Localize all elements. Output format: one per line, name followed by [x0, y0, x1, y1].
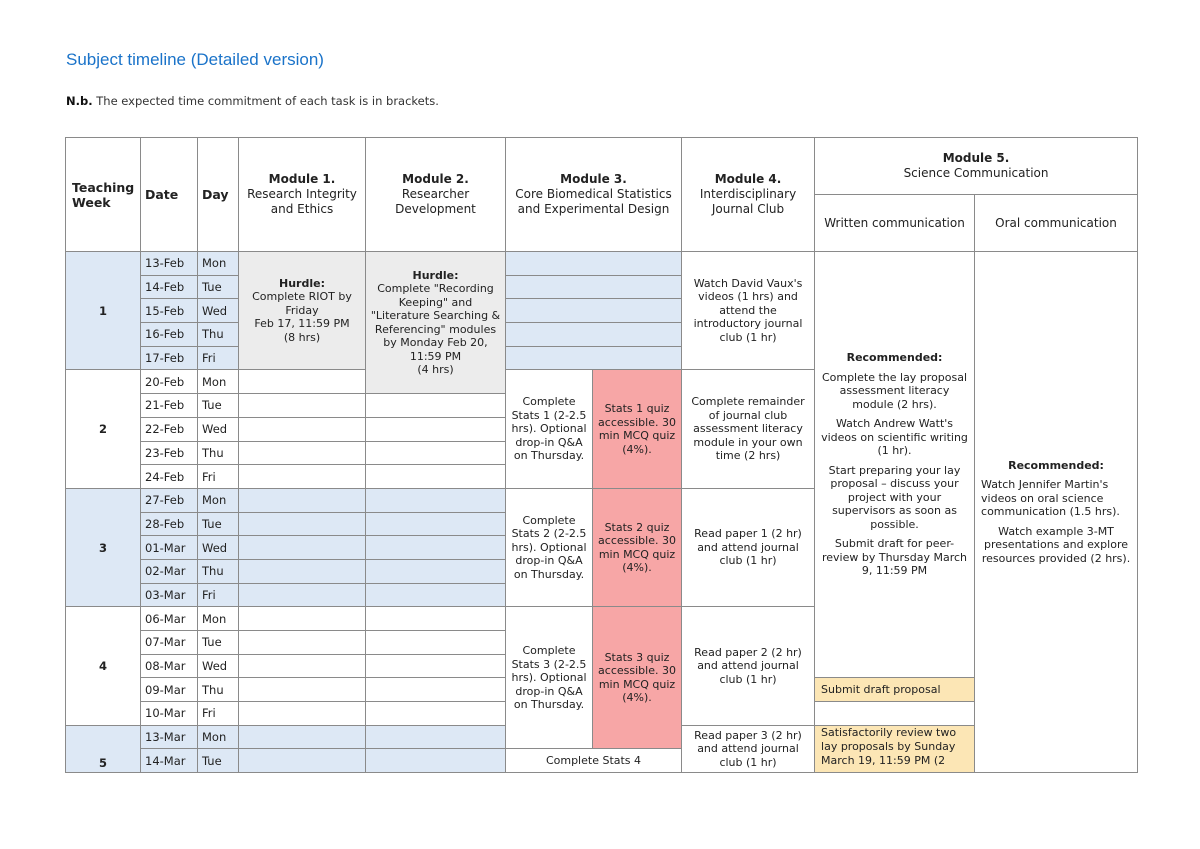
- module5-written-recommended: [815, 252, 975, 678]
- module4-week2: Complete remainder of journal club assessment literacy module in your own time (2 hrs): [682, 370, 815, 488]
- written-recommended-label: Recommended:: [846, 351, 943, 365]
- date-cell: 09-Mar: [141, 678, 198, 702]
- timeline-table: [65, 137, 1138, 773]
- date-cell: 10-Mar: [141, 702, 198, 726]
- module2-cell: [366, 512, 506, 536]
- module3-stats2: Complete Stats 2 (2-2.5 hrs). Optional drop-in Q&A on Thursday.: [506, 488, 593, 606]
- day-cell: Wed: [198, 654, 239, 678]
- module5-oral-header: Oral communication: [975, 195, 1138, 252]
- date-cell: 01-Mar: [141, 536, 198, 560]
- module3-cell: [506, 275, 682, 299]
- day-cell: Tue: [198, 512, 239, 536]
- module1-cell: [239, 559, 366, 583]
- date-cell: 16-Feb: [141, 323, 198, 347]
- module2-cell: [366, 394, 506, 418]
- module2-title: Module 2.: [402, 172, 469, 186]
- module1-cell: [239, 678, 366, 702]
- module5-written-header: Written communication: [815, 195, 975, 252]
- week-cell: 3: [66, 488, 141, 606]
- module3-quiz3: Stats 3 quiz accessible. 30 min MCQ quiz (4%).: [593, 607, 682, 749]
- module4-week3: Read paper 1 (2 hr) and attend journal club (1 hr): [682, 488, 815, 606]
- module1-cell: [239, 465, 366, 489]
- day-cell: Wed: [198, 417, 239, 441]
- module1-cell: [239, 370, 366, 394]
- module2-cell: [366, 631, 506, 655]
- date-cell: 24-Feb: [141, 465, 198, 489]
- module2-hurdle-time: (4 hrs): [417, 363, 454, 377]
- day-cell: Fri: [198, 465, 239, 489]
- module2-header: [366, 138, 506, 252]
- date-cell: 14-Feb: [141, 275, 198, 299]
- oral-item-1: Watch Jennifer Martin's videos on oral science communication (1.5 hrs).: [981, 478, 1120, 519]
- day-cell: Tue: [198, 749, 239, 773]
- module5-written-cell: [815, 702, 975, 726]
- date-cell: 17-Feb: [141, 346, 198, 370]
- module2-cell: [366, 749, 506, 773]
- module2-hurdle: [366, 252, 506, 394]
- module1-title: Module 1.: [268, 172, 336, 186]
- module1-cell: [239, 725, 366, 749]
- written-item-2: Watch Andrew Watt's videos on scientific writing (1 hr).: [821, 417, 968, 458]
- date-cell: 20-Feb: [141, 370, 198, 394]
- module5-submit-draft: Submit draft proposal: [815, 678, 975, 702]
- module2-hurdle-label: Hurdle:: [412, 268, 459, 282]
- day-cell: Thu: [198, 559, 239, 583]
- note-label: N.b.: [66, 94, 93, 108]
- date-cell: 07-Mar: [141, 631, 198, 655]
- module4-week4: Read paper 2 (2 hr) and attend journal club (1 hr): [682, 607, 815, 725]
- module3-header: [506, 138, 682, 252]
- module1-cell: [239, 607, 366, 631]
- date-cell: 15-Feb: [141, 299, 198, 323]
- module5-subtitle: Science Communication: [903, 166, 1049, 180]
- module4-subtitle: Interdisciplinary Journal Club: [699, 187, 797, 216]
- date-cell: 03-Mar: [141, 583, 198, 607]
- module1-cell: [239, 654, 366, 678]
- module2-cell: [366, 465, 506, 489]
- date-cell: 02-Mar: [141, 559, 198, 583]
- module1-hurdle-time: (8 hrs): [283, 330, 321, 344]
- date-header: Date: [141, 138, 198, 252]
- week-cell: 1: [66, 252, 141, 370]
- day-cell: Fri: [198, 346, 239, 370]
- module1-cell: [239, 583, 366, 607]
- module4-week5: Read paper 3 (2 hr) and attend journal club (1 hr): [682, 725, 815, 772]
- day-cell: Fri: [198, 702, 239, 726]
- module2-cell: [366, 536, 506, 560]
- week-cell: 2: [66, 370, 141, 488]
- page-note: [66, 94, 439, 108]
- day-cell: Mon: [198, 252, 239, 276]
- day-cell: Thu: [198, 678, 239, 702]
- written-item-3: Start preparing your lay proposal – discuss your project with your supervisors as soon as possible.: [828, 463, 961, 531]
- date-cell: 21-Feb: [141, 394, 198, 418]
- module3-subtitle: Core Biomedical Statistics and Experimental Design: [515, 187, 672, 216]
- day-cell: Mon: [198, 607, 239, 631]
- module1-cell: [239, 441, 366, 465]
- oral-item-2: Watch example 3-MT presentations and explore resources provided (2 hrs).: [981, 524, 1131, 565]
- date-cell: 14-Mar: [141, 749, 198, 773]
- module2-cell: [366, 441, 506, 465]
- module3-cell: [506, 346, 682, 370]
- module1-header: [239, 138, 366, 252]
- module1-hurdle-label: Hurdle:: [279, 276, 325, 290]
- module1-cell: [239, 536, 366, 560]
- module2-cell: [366, 559, 506, 583]
- date-cell: 08-Mar: [141, 654, 198, 678]
- module3-stats1: Complete Stats 1 (2-2.5 hrs). Optional drop-in Q&A on Thursday.: [506, 370, 593, 488]
- date-cell: 06-Mar: [141, 607, 198, 631]
- day-cell: Tue: [198, 275, 239, 299]
- module2-cell: [366, 583, 506, 607]
- module1-cell: [239, 394, 366, 418]
- week-cell: 5: [66, 725, 141, 772]
- module5-oral-recommended: [975, 252, 1138, 773]
- module1-subtitle: Research Integrity and Ethics: [247, 187, 357, 216]
- module2-cell: [366, 725, 506, 749]
- module3-stats4: Complete Stats 4: [506, 749, 682, 773]
- module1-cell: [239, 488, 366, 512]
- module3-quiz1: Stats 1 quiz accessible. 30 min MCQ quiz (4%).: [593, 370, 682, 488]
- day-header: Day: [198, 138, 239, 252]
- day-cell: Thu: [198, 441, 239, 465]
- day-cell: Wed: [198, 536, 239, 560]
- module2-cell: [366, 702, 506, 726]
- day-cell: Thu: [198, 323, 239, 347]
- module2-hurdle-text: Complete "Recording Keeping" and "Literature Searching & Referencing" modules by Monday Feb 20, 11:59 PM: [370, 282, 501, 363]
- page-title: Subject timeline (Detailed version): [66, 50, 324, 69]
- written-item-1: Complete the lay proposal assessment literacy module (2 hrs).: [821, 370, 968, 411]
- written-item-4: Submit draft for peer-review by Thursday March 9, 11:59 PM: [821, 537, 968, 578]
- module2-cell: [366, 607, 506, 631]
- date-cell: 13-Feb: [141, 252, 198, 276]
- date-cell: 27-Feb: [141, 488, 198, 512]
- module1-cell: [239, 631, 366, 655]
- note-text: The expected time commitment of each task is in brackets.: [92, 94, 439, 108]
- module3-cell: [506, 299, 682, 323]
- module1-cell: [239, 702, 366, 726]
- module2-subtitle: Researcher Development: [395, 187, 476, 216]
- module3-cell: [506, 323, 682, 347]
- module4-week1: Watch David Vaux's videos (1 hrs) and attend the introductory journal club (1 hr): [682, 252, 815, 370]
- module1-hurdle: [239, 252, 366, 370]
- module5-title: Module 5.: [942, 151, 1010, 165]
- teaching-week-header: Teaching Week: [66, 138, 141, 252]
- module2-cell: [366, 417, 506, 441]
- module3-cell: [506, 252, 682, 276]
- module1-cell: [239, 512, 366, 536]
- module2-cell: [366, 678, 506, 702]
- oral-recommended-label: Recommended:: [1008, 458, 1104, 472]
- date-cell: 23-Feb: [141, 441, 198, 465]
- day-cell: Mon: [198, 370, 239, 394]
- module3-title: Module 3.: [560, 172, 627, 186]
- module5-review-proposals: Satisfactorily review two lay proposals by Sunday March 19, 11:59 PM (2: [815, 725, 975, 772]
- date-cell: 22-Feb: [141, 417, 198, 441]
- day-cell: Tue: [198, 394, 239, 418]
- day-cell: Wed: [198, 299, 239, 323]
- module3-quiz2: Stats 2 quiz accessible. 30 min MCQ quiz (4%).: [593, 488, 682, 606]
- day-cell: Fri: [198, 583, 239, 607]
- module2-cell: [366, 654, 506, 678]
- module1-hurdle-deadline: Feb 17, 11:59 PM: [254, 317, 350, 331]
- date-cell: 13-Mar: [141, 725, 198, 749]
- module3-stats3: Complete Stats 3 (2-2.5 hrs). Optional drop-in Q&A on Thursday.: [506, 607, 593, 749]
- module1-cell: [239, 749, 366, 773]
- module1-cell: [239, 417, 366, 441]
- module4-title: Module 4.: [714, 172, 782, 186]
- module2-cell: [366, 488, 506, 512]
- module5-header: [815, 138, 1138, 195]
- date-cell: 28-Feb: [141, 512, 198, 536]
- module1-hurdle-text: Complete RIOT by Friday: [252, 290, 352, 317]
- week-cell: 4: [66, 607, 141, 725]
- day-cell: Mon: [198, 488, 239, 512]
- module4-header: [682, 138, 815, 252]
- day-cell: Tue: [198, 631, 239, 655]
- day-cell: Mon: [198, 725, 239, 749]
